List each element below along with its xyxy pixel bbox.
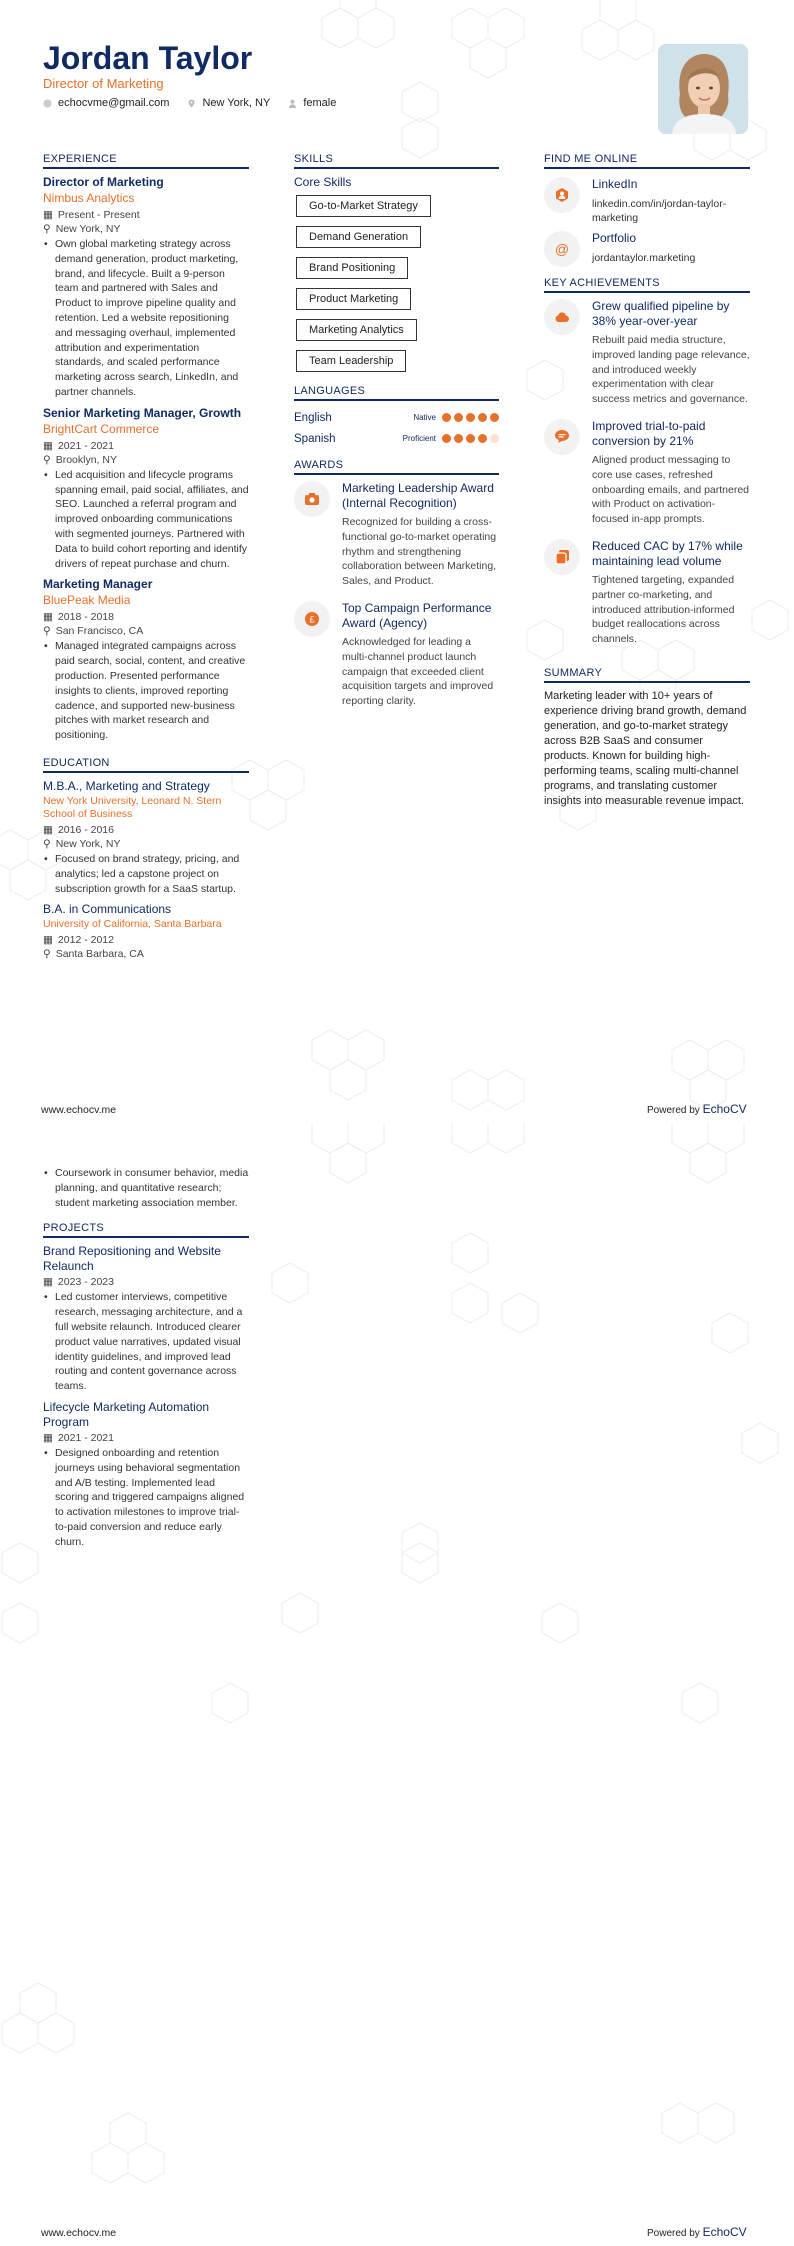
contact-location [187,97,270,109]
echocv-brand: EchoCV [702,1102,747,1116]
left-column-continued [43,1165,249,1556]
skill-tag: Product Marketing [296,288,411,310]
date-range: ▦ 2023 - 2023 [43,1276,114,1289]
language-rating [442,413,499,422]
achievement-title: Improved trial-to-paid conversion by 21% [592,418,706,448]
achievement-item [544,539,750,653]
job-location: ⚲ Brooklyn, NY [43,453,117,466]
copy-icon [544,539,580,575]
email-text: echocvme@gmail.com [58,97,170,109]
footer-powered-by [647,2225,747,2239]
link-item[interactable] [544,231,750,267]
projects-heading: PROJECTS [43,1222,249,1238]
rating-dot-filled [442,413,451,422]
project-title: Lifecycle Marketing Automation Program [43,1399,210,1429]
profile-photo [658,44,748,134]
coin-icon [294,601,330,637]
email-icon [43,99,52,108]
project-description: • Led customer interviews, competitive research, messaging architecture, and a full website relaunch. Introduced clearer product value narratives, updated visual identity guidelines, and improved lead routing and content governance across teams. [43,1290,249,1394]
award-item [294,481,499,595]
middle-column [294,153,499,721]
date-range: ▦ 2018 - 2018 [43,611,114,624]
linkedin-icon [544,177,580,213]
rating-dot-filled [478,413,487,422]
powered-by-label: Powered by [647,1105,700,1116]
link-url[interactable]: linkedin.com/in/jordan-taylor-marketing [592,198,727,224]
project-description: • Designed onboarding and retention journeys using behavioral segmentation and A/B testing. Implemented lead scoring and triggered campaigns aligned to activation milestones to improve trial-to-paid conversion and reduce early churn. [43,1446,249,1550]
calendar-icon: ▦ [43,1276,53,1289]
candidate-name: Jordan Taylor [43,40,253,76]
language-name: Spanish [294,432,336,445]
rating-dot-filled [490,413,499,422]
link-item[interactable] [544,177,750,225]
footer-site-link[interactable]: www.echocv.me [41,2227,117,2239]
job-description: • Own global marketing strategy across demand generation, product marketing, brand, and lifecycle. Built a 9-person team and partnered with Sales and Product to improve pipeline quality and retention. Led a website repositioning and messaging overhaul, implemented attribution and experimentation standards, and scaled performance marketing across search, LinkedIn, and partner channels. [43,237,249,400]
left-column [43,153,249,961]
achievement-item [544,419,750,533]
skill-tag: Demand Generation [296,226,421,248]
summary-text: Marketing leader with 10+ years of experience driving brand growth, demand generation, and go-to-market strategy across B2B SaaS and consumer products. Known for building high-performing teams, scaling multi-channel programs, and translating customer insights into measurable revenue impact. [544,689,747,807]
location-pin-icon: ⚲ [43,453,51,466]
language-row [294,428,499,449]
skills-list [294,195,499,381]
rating-dot-filled [454,413,463,422]
language-level: Native [413,413,436,422]
powered-by-label: Powered by [647,2228,700,2239]
date-range: ▦ 2021 - 2021 [43,439,114,452]
link-label: LinkedIn [592,177,638,191]
education-item [43,779,249,896]
company-name: BrightCart Commerce [43,421,160,436]
location-pin-icon: ⚲ [43,223,51,235]
rating-dot-filled [478,434,487,443]
chat-icon [544,419,580,455]
job-title: Senior Marketing Manager, Growth [43,405,242,420]
gender-text: female [303,97,337,109]
company-name: BluePeak Media [43,593,131,608]
location-pin-icon [187,99,196,108]
contact-gender [288,97,336,109]
candidate-title: Director of Marketing [43,76,164,91]
language-name: English [294,411,332,424]
education-item [43,902,249,961]
project-title: Brand Repositioning and Website Relaunch [43,1244,221,1274]
rating-dot-empty [490,434,499,443]
rating-dot-filled [466,413,475,422]
rating-dot-filled [442,434,451,443]
link-label: Portfolio [592,231,637,245]
link-url[interactable]: jordantaylor.marketing [592,252,696,264]
contact-email[interactable] [43,97,169,109]
job-description: • Led acquisition and lifecycle programs spanning email, paid social, affiliates, and SEO. Launched a referral program and improved onboarding communications with segmented journeys. Partnered with Data to build cohort reporting and identify drivers of repeat purchase and churn. [43,468,249,572]
calendar-icon: ▦ [43,823,53,836]
language-level: Proficient [402,434,436,443]
skill-tag: Team Leadership [296,350,406,372]
award-title: Top Campaign Performance Award (Agency) [342,600,492,630]
job-title: Director of Marketing [43,175,164,189]
echocv-brand: EchoCV [702,2225,747,2239]
calendar-icon: ▦ [43,611,53,624]
award-description: Acknowledged for leading a multi-channel product launch campaign that exceeded client acquisition targets and improved reporting clarity. [342,635,494,708]
skills-group-title: Core Skills [294,175,352,189]
calendar-icon: ▦ [43,934,53,947]
resume-page-2 [0,1123,794,2246]
calendar-icon: ▦ [43,209,53,221]
project-item [43,1400,249,1550]
skill-tag: Marketing Analytics [296,319,417,341]
person-icon [288,99,297,108]
achievements-heading: KEY ACHIEVEMENTS [544,277,750,293]
award-title: Marketing Leadership Award (Internal Recognition) [342,481,494,510]
experience-item [43,577,249,743]
footer-site-link[interactable]: www.echocv.me [41,1104,117,1116]
date-range: ▦ 2016 - 2016 [43,823,114,836]
rating-dot-filled [466,434,475,443]
education-description: • Focused on brand strategy, pricing, and analytics; led a capstone project on subscription growth for a SaaS startup. [43,852,249,896]
job-location: ⚲ New York, NY [43,223,121,235]
language-rating [442,434,499,443]
rating-dot-filled [454,434,463,443]
summary-heading: SUMMARY [544,667,750,683]
location-pin-icon: ⚲ [43,837,51,850]
education-description: • Coursework in consumer behavior, media planning, and quantitative research; student marketing association member. [43,1166,249,1210]
job-title: Marketing Manager [43,577,153,592]
date-range: ▦ 2012 - 2012 [43,934,114,947]
degree: B.A. in Communications [43,902,172,917]
award-description: Recognized for building a cross-functional go-to-market operating rhythm and strengthening collaboration between Marketing, Sales, and Product. [342,516,497,588]
awards-heading: AWARDS [294,459,499,475]
date-range: ▦ 2021 - 2021 [43,1431,114,1444]
experience-heading: EXPERIENCE [43,153,249,169]
contact-row [43,97,336,109]
experience-item [43,175,249,400]
school-location: ⚲ New York, NY [43,837,121,850]
job-location: ⚲ San Francisco, CA [43,625,144,638]
job-description: • Managed integrated campaigns across paid search, social, content, and creative production. Presented performance insights to clients, improved reporting cadence, and supported new-business pitches with market research and positioning. [43,639,249,743]
project-item [43,1244,249,1394]
skills-heading: SKILLS [294,153,499,169]
find-me-heading: FIND ME ONLINE [544,153,750,169]
footer-powered-by [647,1102,747,1116]
location-pin-icon: ⚲ [43,948,51,961]
achievement-title: Reduced CAC by 17% while maintaining lead volume [592,538,743,568]
language-row [294,407,499,428]
school-name: University of California, Santa Barbara [43,918,222,931]
languages-heading: LANGUAGES [294,385,499,401]
camera-icon [294,481,330,517]
location-text: New York, NY [202,97,271,109]
school-location: ⚲ Santa Barbara, CA [43,948,144,961]
company-name: Nimbus Analytics [43,191,135,205]
cloud-icon [544,299,580,335]
at-icon: @ [544,231,580,267]
date-range: ▦ Present - Present [43,209,140,221]
location-pin-icon: ⚲ [43,625,51,638]
award-item [294,601,499,715]
achievement-item [544,299,750,413]
achievement-description: Tightened targeting, expanded partner co-marketing, and introduced attribution-informed budget reallocations across channels. [592,573,735,646]
right-column [544,153,750,809]
degree: M.B.A., Marketing and Strategy [43,778,210,793]
education-heading: EDUCATION [43,757,249,773]
achievement-title: Grew qualified pipeline by 38% year-over-year [592,299,730,328]
svg-text:£: £ [309,614,315,625]
skill-tag: Brand Positioning [296,257,408,279]
calendar-icon: ▦ [43,439,53,452]
achievement-description: Rebuilt paid media structure, improved landing page relevance, and introduced weekly experimentation with clear success metrics and governance. [592,334,750,406]
achievement-description: Aligned product messaging to core use cases, refreshed onboarding emails, and partnered with Product on activation-focused in-app prompts. [592,453,750,526]
school-name: New York University, Leonard N. Stern School of Business [43,794,222,820]
skill-tag: Go-to-Market Strategy [296,195,431,217]
calendar-icon: ▦ [43,1431,53,1444]
experience-item [43,406,249,572]
